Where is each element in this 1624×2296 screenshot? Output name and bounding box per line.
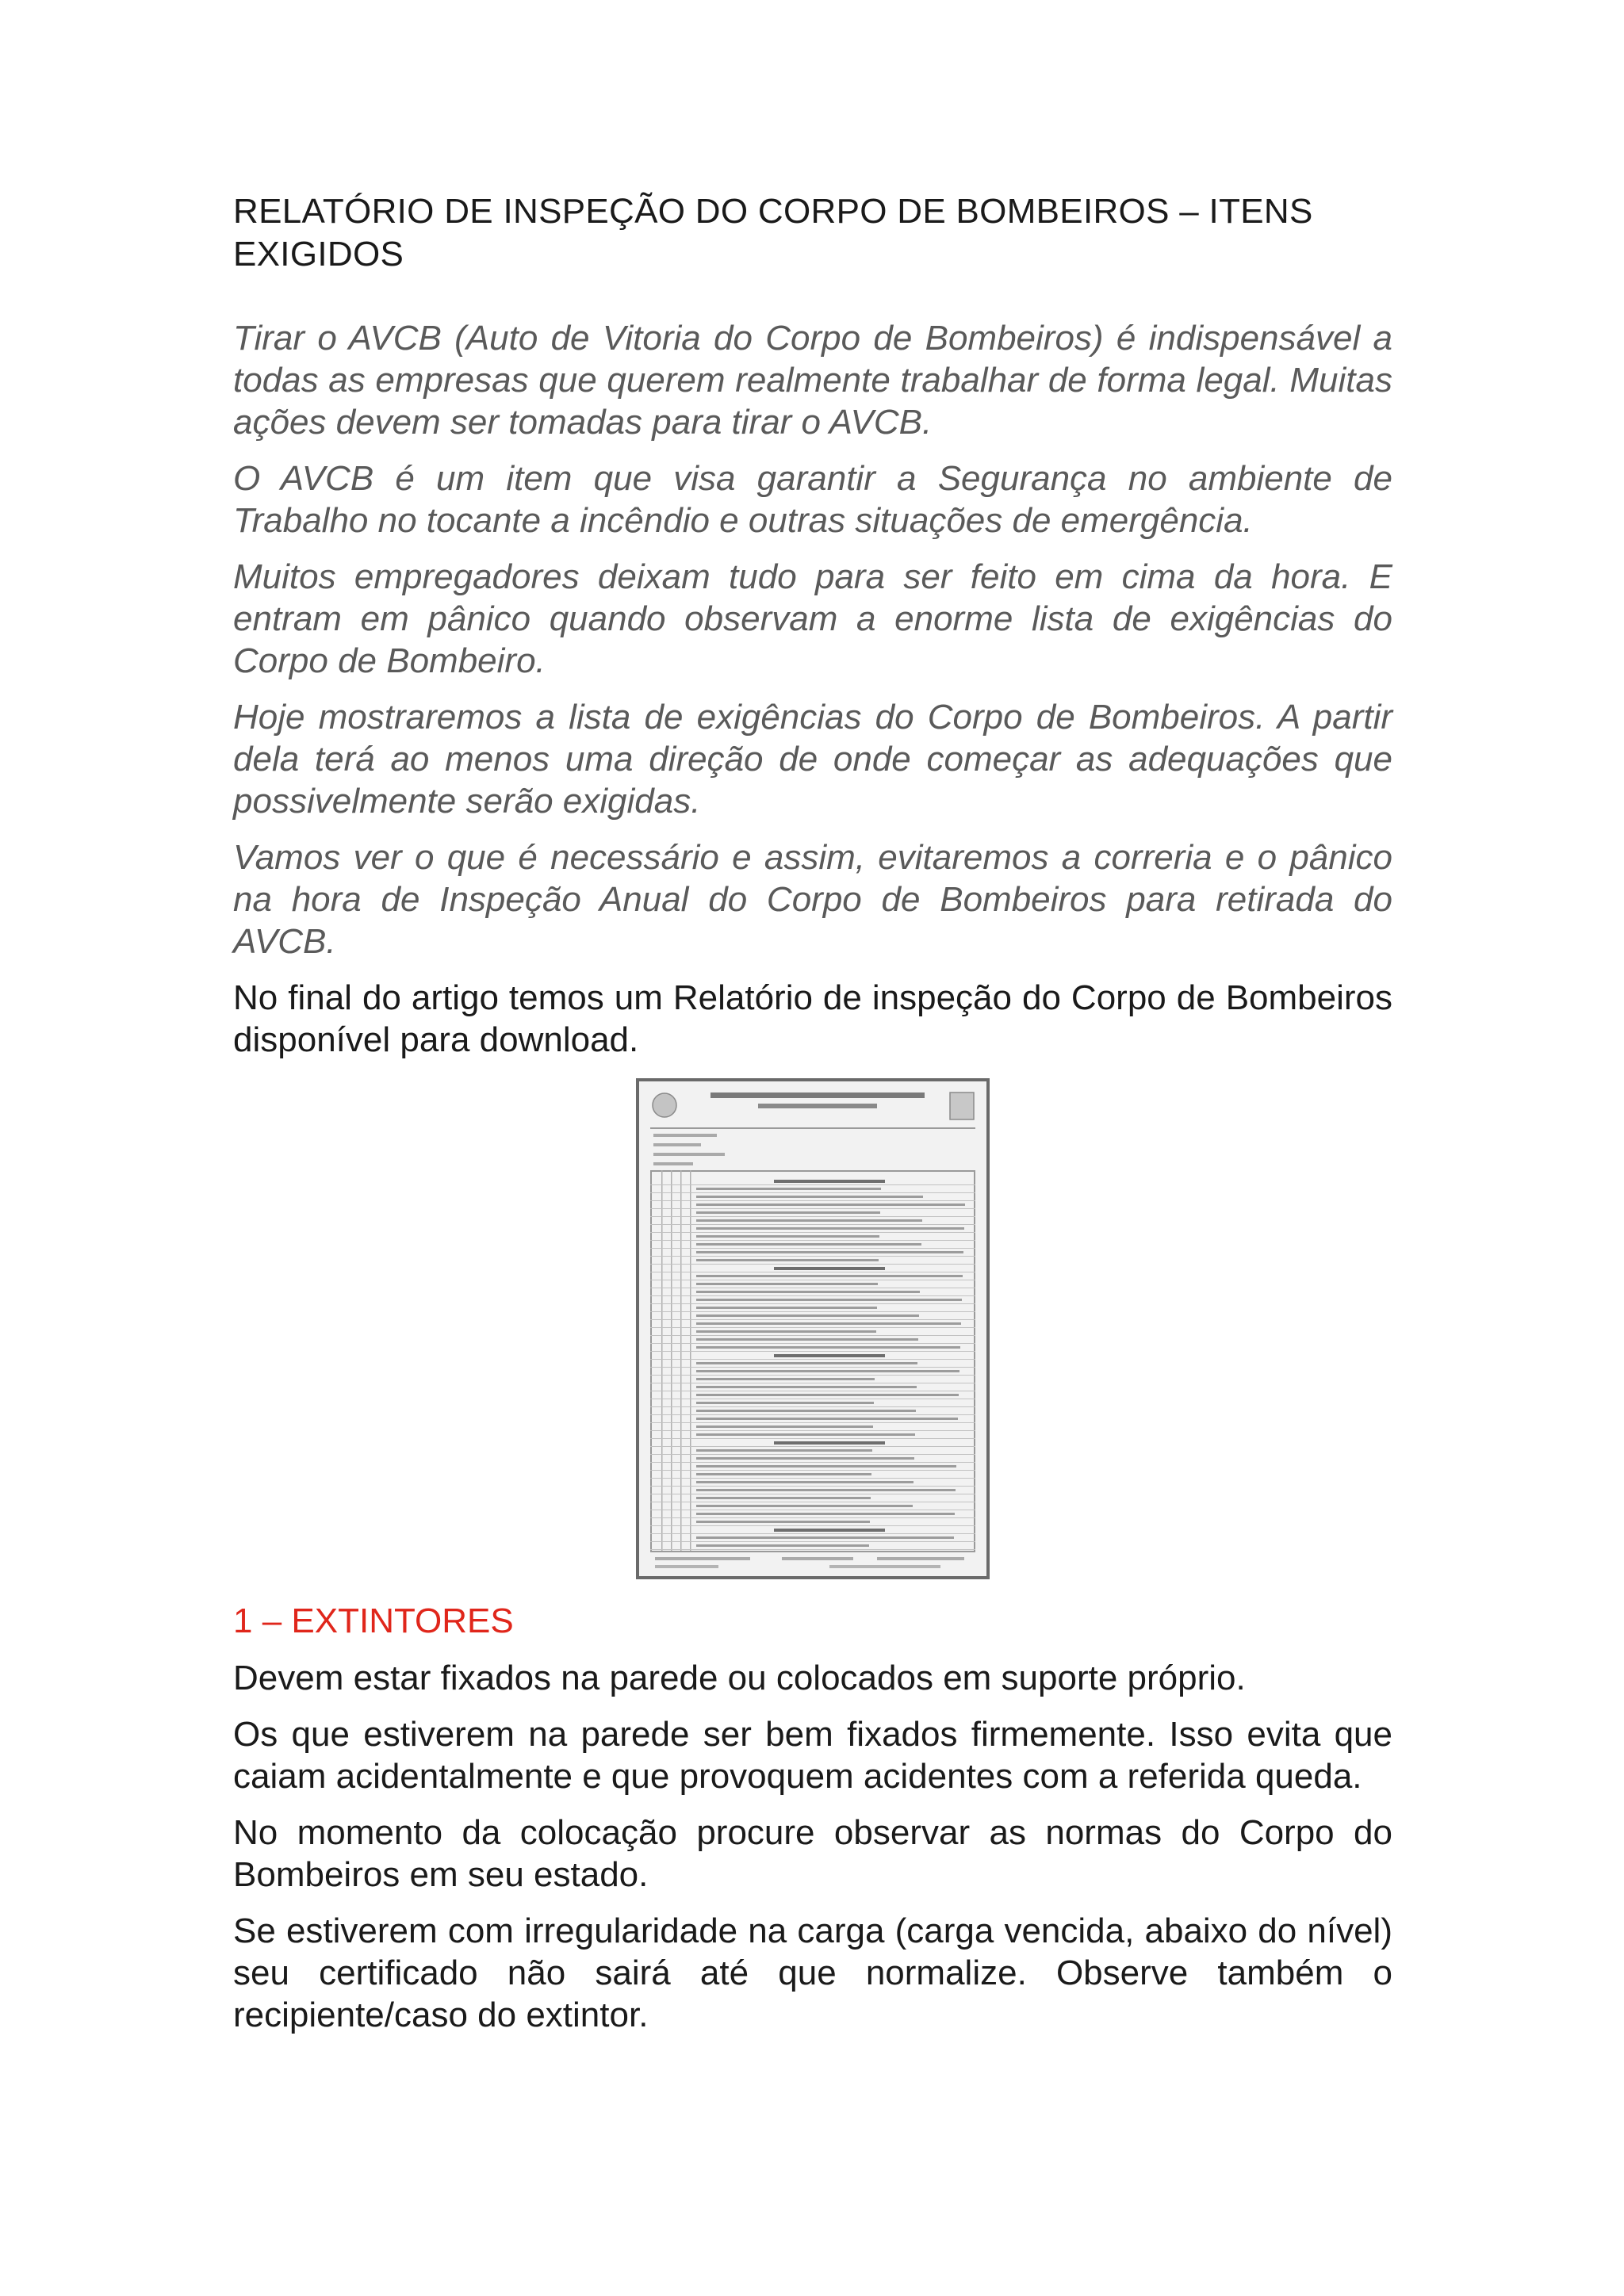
section-paragraph: Devem estar fixados na parede ou colocados em suporte próprio. [233, 1659, 1246, 1697]
intro-paragraph: Tirar o AVCB (Auto de Vitoria do Corpo de Bombeiros) é indispensável a todas as empresas que querem realmente trabalhar de forma legal. Muitas ações devem ser tomadas para tirar o AVCB. [233, 319, 1392, 442]
inspection-report-form-image [636, 1078, 990, 1579]
report-form-illustration [639, 1081, 986, 1576]
document-title: RELATÓRIO DE INSPEÇÃO DO CORPO DE BOMBEIROS – ITENS EXIGIDOS [233, 192, 1313, 274]
document-page [233, 190, 1392, 2050]
intro-paragraph: O AVCB é um item que visa garantir a Segurança no ambiente de Trabalho no tocante a incêndio e outras situações de emergência. [233, 459, 1392, 540]
section-paragraph: Se estiverem com irregularidade na carga (carga vencida, abaixo do nível) seu certificado não sairá até que normalize. Observe também o recipiente/caso do extintor. [233, 1911, 1392, 2034]
intro-paragraph: Hoje mostraremos a lista de exigências do Corpo de Bombeiros. A partir dela terá ao menos uma direção de onde começar as adequações que possivelmente serão exigidas. [233, 698, 1392, 821]
intro-section [233, 317, 1392, 962]
download-note: No final do artigo temos um Relatório de inspeção do Corpo de Bombeiros disponível para download. [233, 978, 1392, 1059]
section-paragraph: No momento da colocação procure observar as normas do Corpo do Bombeiros em seu estado. [233, 1813, 1392, 1894]
figure-container [233, 1078, 1392, 1579]
section-heading-extintores: 1 – EXTINTORES [233, 1601, 514, 1640]
intro-paragraph: Muitos empregadores deixam tudo para ser feito em cima da hora. E entram em pânico quando observam a enorme lista de exigências do Corpo de Bombeiro. [233, 557, 1392, 680]
intro-paragraph: Vamos ver o que é necessário e assim, evitaremos a correria e o pânico na hora de Inspeção Anual do Corpo de Bombeiros para retirada do AVCB. [233, 838, 1392, 961]
section-paragraph: Os que estiverem na parede ser bem fixados firmemente. Isso evita que caiam acidentalmente e que provoquem acidentes com a referida queda. [233, 1715, 1392, 1796]
